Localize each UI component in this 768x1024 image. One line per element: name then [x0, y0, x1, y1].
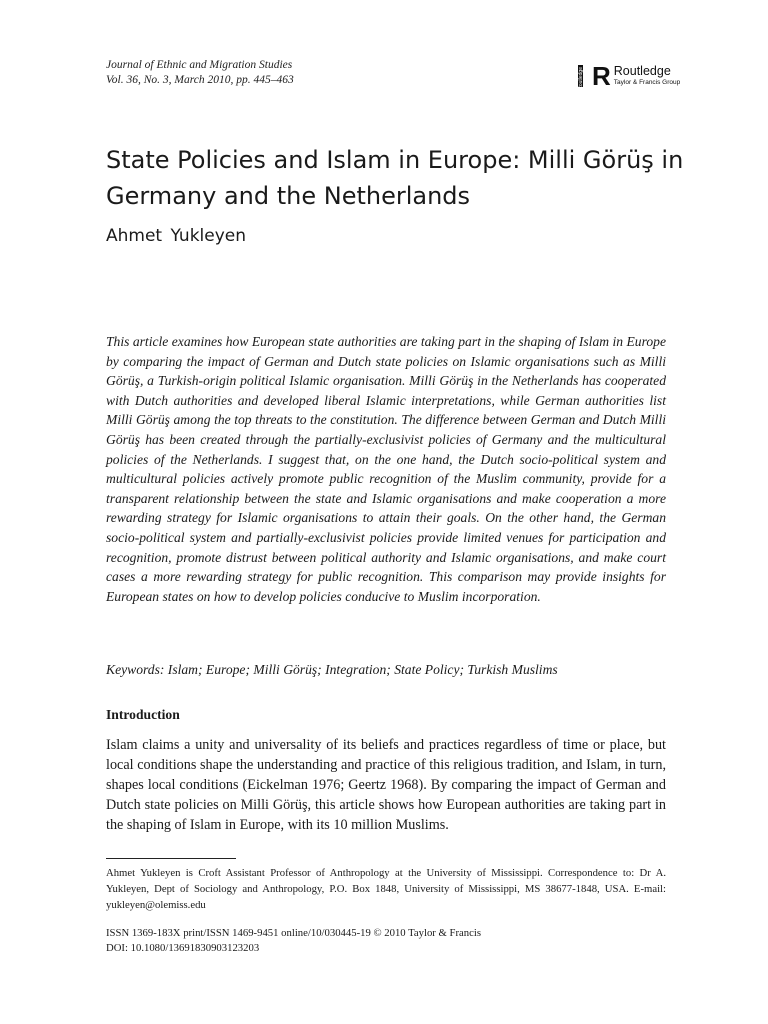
issn-line: ISSN 1369-183X print/ISSN 1469-9451 online/10/030445-19 © 2010 Taylor & Francis [106, 927, 481, 939]
footnote-divider [106, 858, 236, 859]
article-title: State Policies and Islam in Europe: Milli Görüş in Germany and the Netherlands [106, 146, 684, 210]
introduction-paragraph: Islam claims a unity and universality of its beliefs and practices regardless of time or place, but local conditions shape the understanding and practice of this religious tradition, and Islam, in turn, shapes local conditions (Eickelman 1976; Geertz 1968). By comparing the impact of German and Dutch state policies on Milli Görüş, this article shows how European authorities are taking part in the shaping of Islam in Europe, with its 10 million Muslims. [106, 737, 666, 833]
journal-name: Journal of Ethnic and Migration Studies [106, 59, 293, 71]
publisher-logo [578, 61, 681, 91]
publisher-vertical-text: Routledge [578, 67, 584, 90]
journal-issue: Vol. 36, No. 3, March 2010, pp. 445–463 [106, 74, 294, 86]
section-heading: Introduction [106, 707, 180, 722]
keywords: Keywords: Islam; Europe; Milli Görüş; Integration; State Policy; Turkish Muslims [106, 662, 558, 677]
article-author: Ahmet Yukleyen [106, 226, 247, 246]
publisher-name: Routledge [613, 64, 671, 78]
routledge-emblem [578, 65, 590, 90]
journal-header [106, 58, 294, 88]
author-footnote: Ahmet Yukleyen is Croft Assistant Professor of Anthropology at the University of Mississippi. Correspondence to: Dr A. Yukleyen, Dept of Sociology and Anthropology, P.O. Box 1848, University of Mississippi, MS 38677-1848, USA. E-mail: yukleyen@olemiss.edu [106, 867, 666, 911]
doi-line: DOI: 10.1080/13691830903123203 [106, 942, 260, 954]
publisher-group: Taylor & Francis Group [613, 79, 681, 86]
abstract: This article examines how European state authorities are taking part in the shaping of Islam in Europe by comparing the impact of German and Dutch state policies on Islamic organisations such as Milli Görüş, a Turkish-origin political Islamic organisation. Milli Görüş in the Netherlands has cooperated with Dutch authorities and developed liberal Islamic interpretations, while German authorities list Milli Görüş among the top threats to the constitution. The difference between German and Dutch Milli Görüş has been created through the partially-exclusivist policies of Germany and the multicultural policies of the Netherlands. I suggest that, on the one hand, the Dutch socio-political system and multicultural policies actively promote public recognition of the Muslim community, provide for a transparent relationship between the state and Islamic organisations and make cooperation a more rewarding strategy for Islamic organisations to attain their goals. On the other hand, the German socio-political system and partially-exclusivist policies provide limited venues for participation and recognition, promote distrust between political authority and Islamic organisations, and make court cases a more rewarding strategy for public recognition. This comparison may provide insights for European states on how to develop policies conducive to Muslim incorporation. [106, 334, 666, 604]
publisher-logo-letter: R [592, 61, 611, 91]
